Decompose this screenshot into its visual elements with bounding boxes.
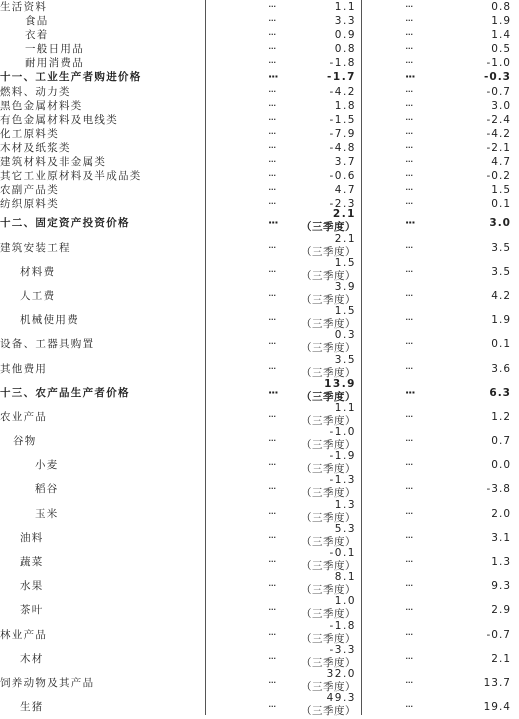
table-row (0, 183, 519, 197)
value-col2: 4.7 (491, 156, 511, 169)
dots-placeholder: ··· (268, 70, 278, 84)
table-row (0, 377, 519, 405)
value-col1 (301, 208, 356, 234)
quarter-note: （三季度） (301, 511, 356, 524)
quarter-note: （三季度） (301, 414, 356, 427)
row-label: 化工原料类 (0, 127, 59, 140)
dots-placeholder: ··· (268, 603, 276, 617)
table-row (0, 305, 519, 332)
value-col1 (301, 305, 356, 331)
row-label: 黑色金属材料类 (0, 99, 83, 112)
value-col1 (301, 474, 356, 500)
table-row (0, 619, 519, 647)
quarter-note: （三季度） (301, 366, 356, 379)
row-label: 木材 (20, 652, 44, 665)
dots-placeholder: ··· (268, 361, 276, 375)
dots-placeholder: ··· (268, 458, 276, 472)
dots-placeholder: ··· (405, 183, 413, 197)
table-row (0, 571, 519, 598)
dots-placeholder: ··· (268, 482, 276, 496)
value-col2: 13.7 (483, 676, 511, 689)
table-row (0, 667, 519, 695)
dots-placeholder: ··· (268, 264, 276, 278)
row-label: 建筑材料及非金属类 (0, 156, 107, 169)
value-col2: 3.0 (489, 217, 511, 230)
dots-placeholder: ··· (405, 434, 413, 448)
quarter-note: （三季度） (301, 269, 356, 282)
dots-placeholder: ··· (405, 313, 413, 327)
value-col1 (301, 595, 356, 621)
dots-placeholder: ··· (268, 140, 276, 154)
value-col2: 4.2 (491, 289, 511, 302)
value-number: 1.0 (334, 595, 356, 608)
row-label: 林业产品 (0, 628, 48, 641)
dots-placeholder: ··· (268, 112, 276, 126)
dots-placeholder: ··· (405, 112, 413, 126)
value-col2: -2.1 (486, 141, 511, 154)
value-col2: 3.0 (491, 99, 511, 112)
dots-placeholder: ··· (405, 675, 413, 689)
dots-placeholder: ··· (405, 288, 413, 302)
table-row (0, 401, 519, 429)
dots-placeholder: ··· (405, 482, 413, 496)
table-row (0, 426, 519, 453)
value-col2: 0.0 (491, 459, 511, 472)
value-number: 1.5 (334, 305, 356, 318)
row-label: 人工费 (20, 289, 56, 302)
value-number: 2.1 (332, 208, 356, 221)
value-col1 (301, 620, 356, 646)
table-row (0, 256, 519, 284)
row-label: 饲养动物及其产品 (0, 676, 95, 689)
table-row (0, 643, 519, 671)
table-row (0, 595, 519, 622)
table-row (0, 42, 519, 56)
dots-placeholder: ··· (268, 0, 276, 13)
table-row (0, 208, 519, 235)
value-col1: 1.1 (334, 1, 356, 13)
value-number: -3.3 (329, 643, 356, 656)
value-number: 5.3 (334, 522, 356, 535)
dots-placeholder: ··· (405, 197, 413, 211)
table-row (0, 127, 519, 141)
value-col2: 0.8 (491, 1, 511, 13)
value-col2: -2.4 (486, 113, 511, 126)
row-label: 建筑安装工程 (0, 241, 71, 254)
table-row (0, 28, 519, 42)
row-label: 生猪 (20, 701, 44, 714)
table-row (0, 522, 519, 550)
dots-placeholder: ··· (405, 155, 413, 169)
dots-placeholder: ··· (268, 506, 276, 520)
quarter-note: （三季度） (301, 318, 356, 331)
dots-placeholder: ··· (405, 264, 413, 278)
value-col1 (301, 668, 356, 694)
value-col1: 3.7 (334, 156, 356, 169)
dots-placeholder: ··· (405, 126, 413, 140)
value-number: -0.1 (329, 547, 356, 560)
value-number: -1.9 (329, 450, 356, 463)
value-col2: -0.3 (484, 71, 511, 84)
value-col1 (301, 281, 356, 307)
value-col2: 0.1 (491, 338, 511, 351)
quarter-note: （三季度） (301, 608, 356, 621)
dots-placeholder: ··· (268, 555, 276, 569)
row-label: 燃料、动力类 (0, 85, 71, 98)
row-label: 茶叶 (20, 604, 44, 617)
dots-placeholder: ··· (268, 627, 276, 641)
value-col1 (301, 450, 356, 476)
row-label: 材料费 (20, 265, 56, 278)
value-col1 (301, 426, 356, 452)
value-col2: 1.2 (491, 410, 511, 423)
value-col2: 1.9 (491, 15, 511, 28)
dots-placeholder: ··· (268, 14, 276, 28)
value-col2: 3.6 (491, 362, 511, 375)
quarter-note: （三季度） (301, 342, 356, 355)
row-label: 小麦 (35, 459, 59, 472)
row-label: 食品 (25, 15, 49, 28)
table-row (0, 353, 519, 381)
value-col2: 0.5 (491, 43, 511, 56)
dots-placeholder: ··· (268, 197, 276, 211)
dots-placeholder: ··· (405, 337, 413, 351)
dots-placeholder: ··· (268, 409, 276, 423)
dots-placeholder: ··· (268, 530, 276, 544)
row-label: 设备、工器具购置 (0, 338, 95, 351)
dots-placeholder: ··· (405, 140, 413, 154)
dots-placeholder: ··· (268, 56, 276, 70)
dots-placeholder: ··· (405, 0, 413, 13)
dots-placeholder: ··· (405, 42, 413, 56)
dots-placeholder: ··· (268, 216, 278, 230)
table-row (0, 280, 519, 308)
value-number: -1.8 (329, 619, 356, 632)
row-label: 有色金属材料及电线类 (0, 113, 118, 126)
table-row (0, 169, 519, 183)
dots-placeholder: ··· (268, 84, 276, 98)
value-col2: 1.4 (491, 29, 511, 42)
dots-placeholder: ··· (405, 240, 413, 254)
value-col1: 0.9 (334, 29, 356, 42)
row-label: 谷物 (13, 435, 37, 448)
dots-placeholder: ··· (268, 28, 276, 42)
row-label: 油料 (20, 531, 44, 544)
quarter-note: （三季度） (301, 535, 356, 548)
value-col1: -4.8 (329, 141, 356, 154)
table-row (0, 329, 519, 356)
quarter-note: （三季度） (301, 656, 356, 669)
row-label: 十二、固定资产投资价格 (0, 217, 130, 230)
dots-placeholder: ··· (405, 385, 415, 399)
dots-placeholder: ··· (405, 361, 413, 375)
value-col2: 0.7 (491, 435, 511, 448)
quarter-note: （三季度） (301, 390, 356, 403)
value-number: 0.3 (334, 329, 356, 342)
row-label: 十三、农产品生产者价格 (0, 386, 130, 399)
value-number: 13.9 (324, 377, 356, 390)
value-col1: 1.8 (334, 99, 356, 112)
dots-placeholder: ··· (405, 530, 413, 544)
row-label: 农业产品 (0, 410, 48, 423)
dots-placeholder: ··· (268, 700, 276, 714)
value-col1: -4.2 (329, 85, 356, 98)
dots-placeholder: ··· (268, 288, 276, 302)
quarter-note: （三季度） (301, 487, 356, 500)
value-col2: 0.1 (491, 198, 511, 211)
quarter-note: （三季度） (301, 293, 356, 306)
dots-placeholder: ··· (268, 183, 276, 197)
value-col1 (301, 644, 356, 670)
dots-placeholder: ··· (405, 458, 413, 472)
dots-placeholder: ··· (268, 675, 276, 689)
quarter-note: （三季度） (301, 705, 356, 718)
table-row (0, 547, 519, 574)
value-col1 (301, 571, 356, 597)
table-row (0, 474, 519, 501)
value-number: 2.1 (334, 232, 356, 245)
value-number: 8.1 (334, 571, 356, 584)
table-row (0, 232, 519, 260)
value-col1 (301, 233, 356, 259)
value-col1 (301, 329, 356, 355)
dots-placeholder: ··· (405, 627, 413, 641)
value-col1 (301, 402, 356, 428)
value-col2: 2.9 (491, 604, 511, 617)
dots-placeholder: ··· (268, 169, 276, 183)
dots-placeholder: ··· (268, 651, 276, 665)
dots-placeholder: ··· (405, 506, 413, 520)
dots-placeholder: ··· (268, 155, 276, 169)
row-label: 木材及纸浆类 (0, 141, 71, 154)
dots-placeholder: ··· (268, 126, 276, 140)
dots-placeholder: ··· (268, 98, 276, 112)
row-label: 玉米 (35, 507, 59, 520)
value-number: 32.0 (326, 667, 356, 680)
row-label: 生活资料 (0, 1, 48, 13)
table-row (0, 85, 519, 99)
dots-placeholder: ··· (405, 603, 413, 617)
row-label: 水果 (20, 580, 44, 593)
value-col2: 6.3 (489, 386, 511, 399)
table-row (0, 450, 519, 477)
row-label: 十一、工业生产者购进价格 (0, 71, 142, 84)
dots-placeholder: ··· (268, 337, 276, 351)
value-col2: -4.2 (486, 127, 511, 140)
value-col1: -1.8 (329, 57, 356, 70)
quarter-note: （三季度） (301, 680, 356, 693)
table-row (0, 14, 519, 28)
value-col1 (301, 523, 356, 549)
value-number: -1.3 (329, 474, 356, 487)
row-label: 衣着 (25, 29, 49, 42)
table-row (0, 99, 519, 113)
dots-placeholder: ··· (268, 42, 276, 56)
dots-placeholder: ··· (405, 56, 413, 70)
table-row (0, 0, 519, 14)
value-col2: -0.2 (486, 170, 511, 183)
value-col1: 4.7 (334, 184, 356, 197)
value-col2: 19.4 (483, 701, 511, 714)
value-col1 (301, 547, 356, 573)
value-col2: -0.7 (486, 85, 511, 98)
quarter-note: （三季度） (301, 245, 356, 258)
value-col2: 1.9 (491, 314, 511, 327)
row-label: 耐用消费品 (25, 57, 84, 70)
value-col1 (301, 257, 356, 283)
dots-placeholder: ··· (268, 385, 278, 399)
value-col2: 1.5 (491, 184, 511, 197)
value-col1 (301, 692, 356, 718)
quarter-note: （三季度） (301, 560, 356, 573)
table-row (0, 155, 519, 169)
value-col1: 0.8 (334, 43, 356, 56)
value-col2: 3.1 (491, 531, 511, 544)
dots-placeholder: ··· (405, 700, 413, 714)
value-col2: 3.5 (491, 265, 511, 278)
value-col1: -2.3 (329, 198, 356, 211)
dots-placeholder: ··· (268, 313, 276, 327)
value-col2: 3.5 (491, 241, 511, 254)
row-label: 蔬菜 (20, 556, 44, 569)
quarter-note: （三季度） (301, 584, 356, 597)
dots-placeholder: ··· (268, 434, 276, 448)
row-label: 稻谷 (35, 483, 59, 496)
dots-placeholder: ··· (405, 409, 413, 423)
value-number: -1.0 (329, 426, 356, 439)
dots-placeholder: ··· (268, 579, 276, 593)
value-col1 (301, 378, 356, 404)
value-number: 49.3 (326, 692, 356, 705)
row-label: 农副产品类 (0, 184, 59, 197)
value-col2: -1.0 (486, 57, 511, 70)
table-row (0, 113, 519, 127)
quarter-note: （三季度） (301, 221, 356, 234)
table-row (0, 70, 519, 84)
value-number: 1.3 (334, 498, 356, 511)
value-number: 1.5 (334, 256, 356, 269)
dots-placeholder: ··· (405, 169, 413, 183)
value-col2: -0.7 (486, 628, 511, 641)
value-col2: 2.1 (491, 652, 511, 665)
value-col2: 1.3 (491, 556, 511, 569)
dots-placeholder: ··· (405, 579, 413, 593)
quarter-note: （三季度） (301, 632, 356, 645)
value-col1 (301, 354, 356, 380)
dots-placeholder: ··· (405, 555, 413, 569)
row-label: 纺织原料类 (0, 198, 59, 211)
table-row (0, 141, 519, 155)
table-row (0, 56, 519, 70)
value-col1: -1.5 (329, 113, 356, 126)
quarter-note: （三季度） (301, 439, 356, 452)
dots-placeholder: ··· (405, 216, 415, 230)
dots-placeholder: ··· (405, 84, 413, 98)
value-col1: 3.3 (334, 15, 356, 28)
dots-placeholder: ··· (405, 28, 413, 42)
row-label: 其它工业原材料及半成品类 (0, 170, 142, 183)
value-col2: 9.3 (491, 580, 511, 593)
value-col1 (301, 499, 356, 525)
dots-placeholder: ··· (268, 240, 276, 254)
table-row (0, 498, 519, 526)
row-label: 机械使用费 (20, 314, 79, 327)
value-col2: 2.0 (491, 507, 511, 520)
dots-placeholder: ··· (405, 98, 413, 112)
value-col1: -1.7 (327, 71, 356, 84)
dots-placeholder: ··· (405, 651, 413, 665)
row-label: 其他费用 (0, 362, 48, 375)
value-number: 3.9 (334, 280, 356, 293)
row-label: 一般日用品 (25, 43, 84, 56)
dots-placeholder: ··· (405, 14, 413, 28)
table-row (0, 197, 519, 211)
quarter-note: （三季度） (301, 463, 356, 476)
table-row (0, 692, 519, 719)
dots-placeholder: ··· (405, 70, 415, 84)
value-col2: -3.8 (486, 483, 511, 496)
value-number: 3.5 (334, 353, 356, 366)
value-col1: -7.9 (329, 127, 356, 140)
value-number: 1.1 (334, 401, 356, 414)
value-col1: -0.6 (329, 170, 356, 183)
